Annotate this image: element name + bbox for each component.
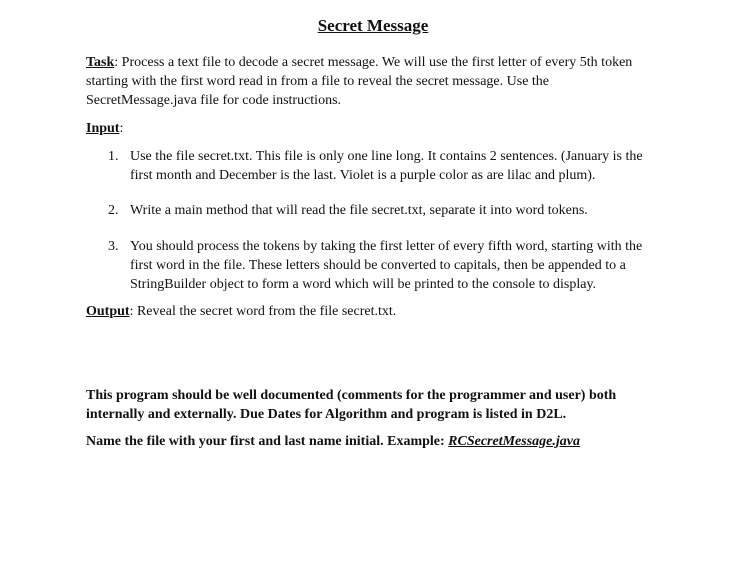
list-item-text: Use the file secret.txt. This file is only one line long. It contains 2 sentences. (January is the first month and December is the last. Violet is a purple color as are lilac and plum).: [130, 149, 643, 183]
output-paragraph: [86, 302, 656, 321]
page-title: Secret Message: [317, 16, 429, 35]
input-heading: [86, 119, 656, 138]
output-label: Output: [86, 304, 130, 319]
naming-text: Name the file with your first and last name initial. Example:: [86, 434, 449, 449]
task-paragraph: [86, 53, 656, 110]
output-text: : Reveal the secret word from the file secret.txt.: [129, 304, 397, 319]
list-item-number: 1.: [108, 149, 119, 164]
task-label: Task: [86, 55, 115, 70]
documentation-note: This program should be well documented (comments for the programmer and user) both internally and externally. Due Dates for Algorithm and program is listed in D2L.: [86, 388, 617, 422]
list-item: [108, 147, 656, 187]
task-text: : Process a text file to decode a secret message. We will use the first letter of every 5th token starting with the first word read in from a file to reveal the secret message. Use the SecretMessage.java file for code instructions.: [86, 55, 633, 108]
list-item-text: You should process the tokens by taking the first letter of every fifth word, starting with the first word in the file. These letters should be converted to capitals, then be appended to a StringBuilder object to form a word which will be printed to the console to display.: [130, 239, 643, 292]
list-item-text: Write a main method that will read the file secret.txt, separate it into word tokens.: [130, 203, 588, 218]
example-filename: RCSecretMessage.java: [448, 434, 580, 449]
list-item-number: 2.: [108, 203, 119, 218]
naming-note: [86, 432, 666, 451]
input-label: Input: [86, 121, 120, 136]
input-colon: :: [119, 121, 124, 136]
list-item: [108, 237, 656, 297]
list-item: [108, 201, 656, 221]
list-item-number: 3.: [108, 239, 119, 254]
